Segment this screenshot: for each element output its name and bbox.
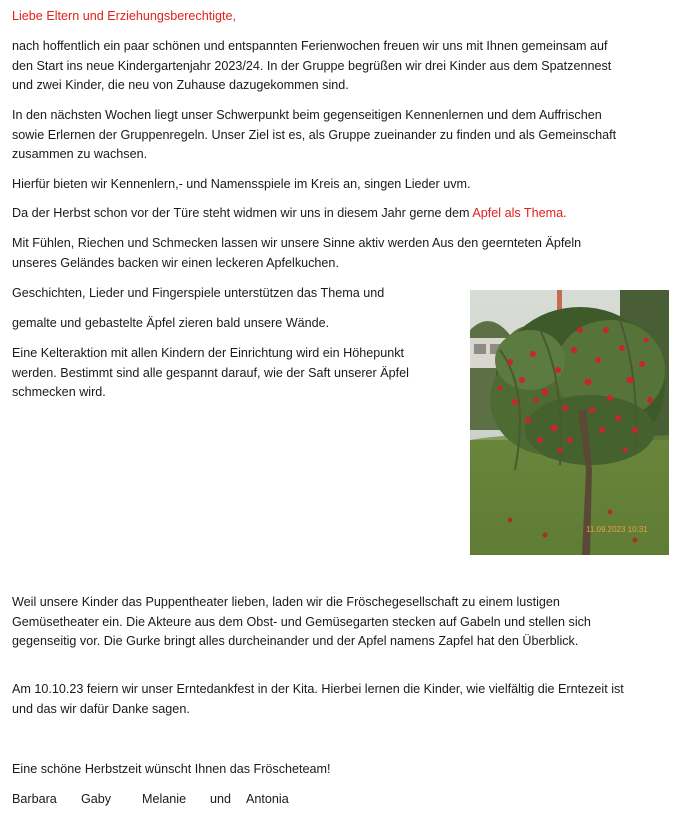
paragraph-theater: Weil unsere Kinder das Puppentheater lieben, laden wir die Fröschegesellschaft zu einem lustigen Gemüsetheater ein. Die Akteure aus dem Obst- und Gemüsegarten stecken auf Gabeln und stellen sich gegenseitig vor. Die Gurke bringt alles durcheinander und der Apfel namens Zapfel hat den Überblick.: [12, 595, 591, 648]
apple-tree-photo: [470, 290, 669, 555]
paragraph-focus: In den nächsten Wochen liegt unser Schwerpunkt beim gegenseitigen Kennenlernen und dem Auffrischen sowie Erlernen der Gruppenregeln. Unser Ziel ist es, als Gruppe zueinander zu finden und als Gemeinschaft zusammen zu wachsen.: [12, 108, 617, 161]
paragraph-crafts: gemalte und gebastelte Äpfel zieren bald unsere Wände.: [12, 316, 330, 330]
paragraph-senses: Mit Fühlen, Riechen und Schmecken lassen wir unsere Sinne aktiv werden Aus den geernteten Äpfeln unseres Geländes backen wir einen leckeren Apfelkuchen.: [12, 236, 582, 270]
autumn-text: Da der Herbst schon vor der Türe steht widmen wir uns in diesem Jahr gerne dem: [12, 206, 473, 220]
letter-greeting: Liebe Eltern und Erziehungsberechtigte,: [12, 9, 237, 23]
paragraph-press: Eine Kelteraktion mit allen Kindern der Einrichtung wird ein Höhepunkt werden. Bestimmt sind alle gespannt darauf, wie der Saft unserer Äpfel schmecken wird.: [12, 346, 409, 399]
paragraph-stories: Geschichten, Lieder und Fingerspiele unterstützen das Thema und: [12, 286, 385, 300]
signature-name: Melanie: [142, 792, 187, 806]
autumn-theme-highlight: Apfel als Thema.: [472, 206, 567, 220]
closing-line: Eine schöne Herbstzeit wünscht Ihnen das Fröscheteam!: [12, 762, 331, 776]
signature-name: Antonia: [246, 792, 289, 806]
signature-connector: und: [210, 792, 232, 806]
paragraph-games: Hierfür bieten wir Kennenlern,- und Namensspiele im Kreis an, singen Lieder uvm.: [12, 177, 471, 191]
photo-date-stamp: 11.09.2023 10:31: [586, 525, 648, 534]
paragraph-harvest: Am 10.10.23 feiern wir unser Erntedankfest in der Kita. Hierbei lernen die Kinder, wie vielfältig die Erntezeit ist und das wir dafür Danke sagen.: [12, 682, 624, 716]
paragraph-intro: nach hoffentlich ein paar schönen und entspannten Ferienwochen freuen wir uns mit Ihnen gemeinsam auf den Start ins neue Kindergartenjahr 2023/24. In der Gruppe begrüßen wir drei Kinder aus dem Spatzennest und zwei Kinder, die neu von Zuhause dazugekommen sind.: [12, 39, 612, 92]
paragraph-autumn-theme: [12, 204, 652, 224]
signature-name: Barbara: [12, 792, 57, 806]
signature-name: Gaby: [81, 792, 112, 806]
